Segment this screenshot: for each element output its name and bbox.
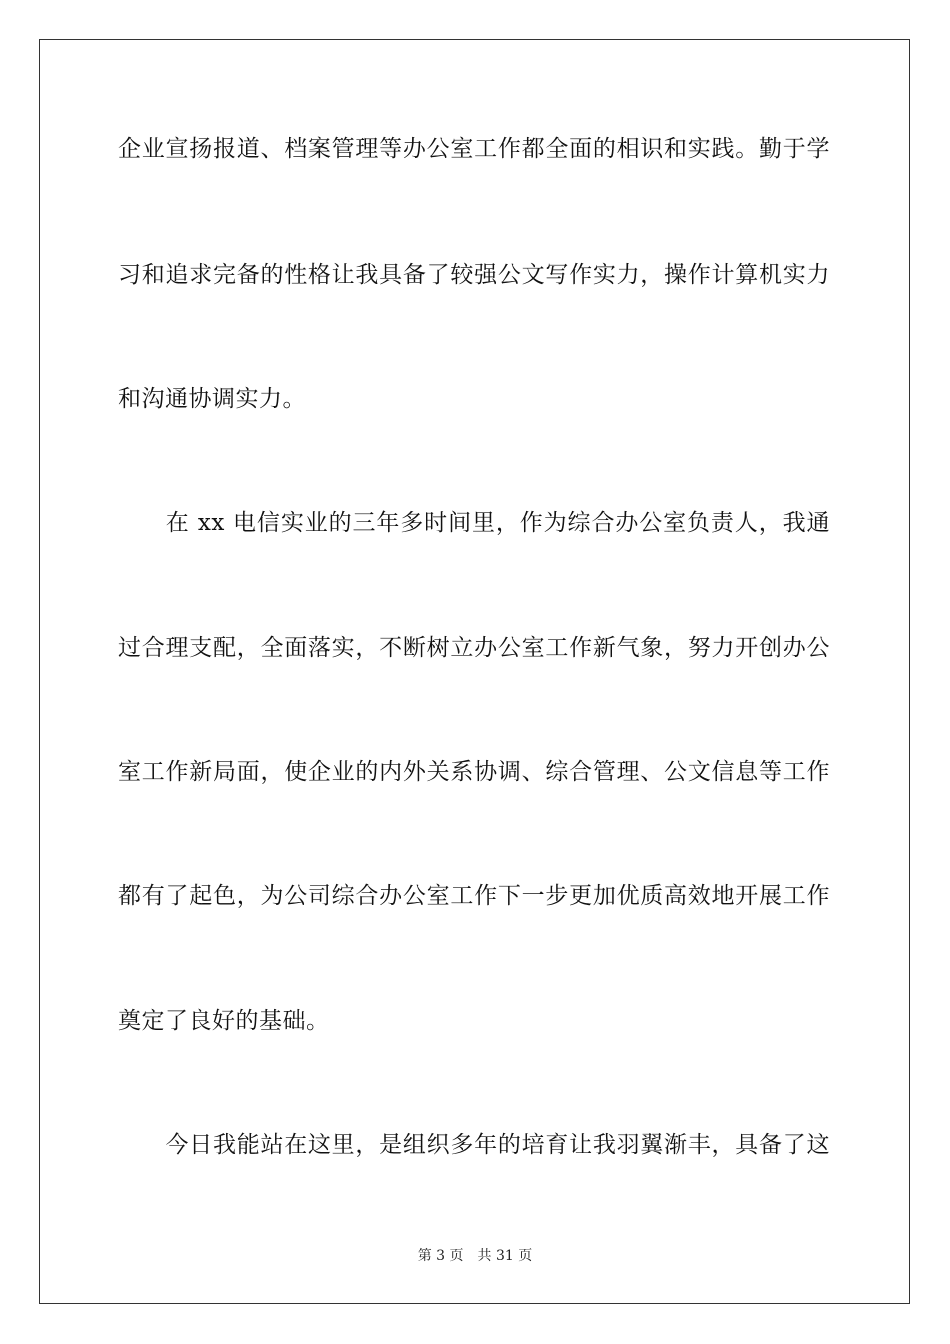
text-line-2: 习和追求完备的性格让我具备了较强公文写作实力，操作计算机实力 [118, 262, 830, 288]
text-line-6: 室工作新局面，使企业的内外关系协调、综合管理、公文信息等工作 [118, 759, 830, 785]
page-footer [0, 1246, 950, 1266]
text-line-8: 奠定了良好的基础。 [118, 1008, 330, 1034]
text-line-1: 企业宣扬报道、档案管理等办公室工作都全面的相识和实践。勤于学 [118, 136, 830, 162]
text-line-9: 今日我能站在这里，是组织多年的培育让我羽翼渐丰，具备了这 [118, 1132, 830, 1158]
text-line-3: 和沟通协调实力。 [118, 386, 306, 412]
text-line-7: 都有了起色，为公司综合办公室工作下一步更加优质高效地开展工作 [118, 883, 830, 909]
page-border [39, 39, 910, 1304]
page-total: 共 31 页 [477, 1248, 533, 1264]
text-line-4: 在 xx 电信实业的三年多时间里，作为综合办公室负责人，我通 [118, 510, 830, 536]
text-line-5: 过合理支配，全面落实，不断树立办公室工作新气象，努力开创办公 [118, 635, 830, 661]
page-number: 第 3 页 [417, 1248, 464, 1264]
